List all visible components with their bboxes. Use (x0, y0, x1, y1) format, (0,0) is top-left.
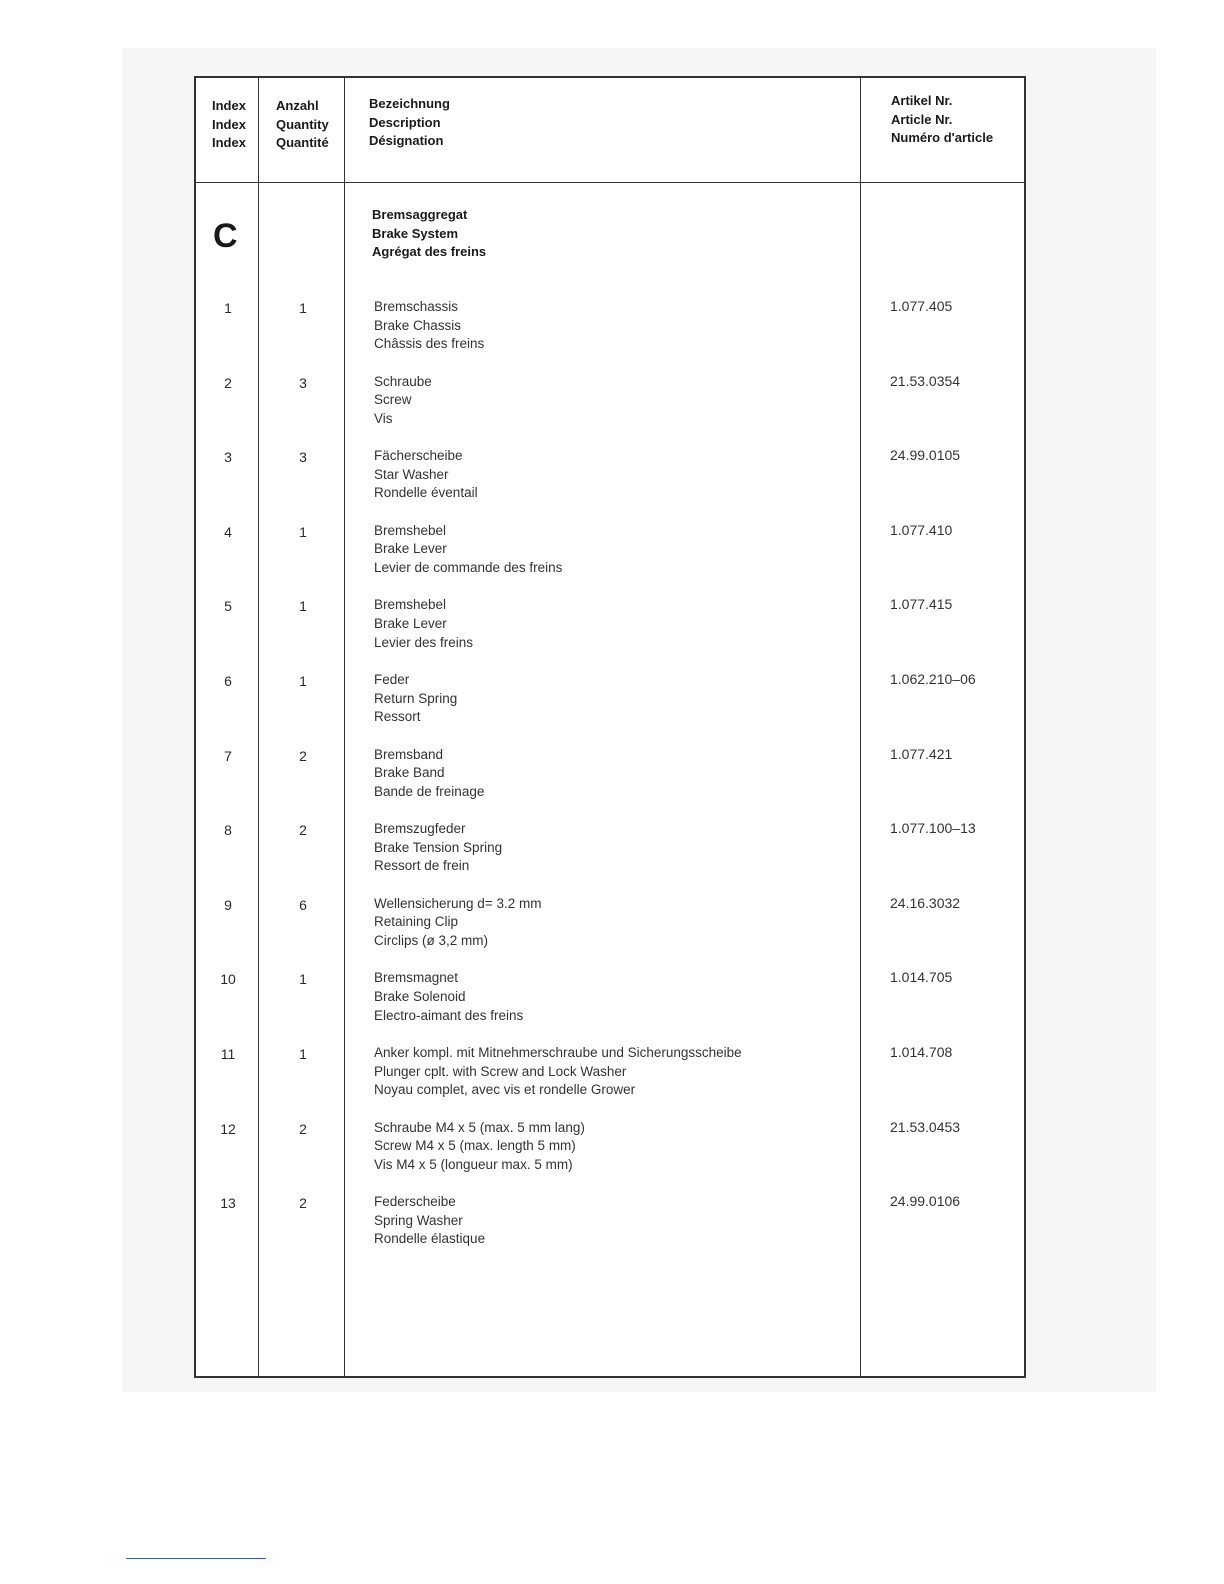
row-description-fr: Ressort (374, 709, 421, 725)
footer-rule (126, 1558, 266, 1559)
row-description-de: Anker kompl. mit Mitnehmerschraube und Sicherungsscheibe (374, 1045, 742, 1060)
section-letter: C (213, 217, 238, 255)
row-index: 2 (224, 374, 232, 391)
row-article-number: 1.077.421 (890, 745, 953, 762)
row-quantity: 6 (299, 896, 307, 913)
row-article-number: 1.077.410 (890, 521, 953, 538)
row-article-number: 1.062.210–06 (890, 671, 976, 687)
row-description-fr: Vis (374, 410, 393, 426)
header-divider (196, 182, 1024, 183)
row-description-de: Schraube (374, 373, 432, 389)
row-article-number: 24.99.0105 (890, 447, 961, 464)
header-quantity (276, 97, 329, 153)
header-description-de: Bezeichnung (369, 96, 450, 111)
row-description-fr: Electro-aimant des freins (374, 1007, 524, 1023)
row-quantity: 2 (299, 1195, 307, 1212)
row-quantity: 2 (299, 822, 307, 839)
row-description-de: Bremsmagnet (374, 970, 459, 986)
row-quantity: 2 (299, 1120, 307, 1137)
row-description-fr: Levier de commande des freins (374, 559, 563, 575)
row-index: 13 (220, 1195, 236, 1212)
table-row (196, 671, 1024, 743)
row-description (374, 1044, 854, 1100)
row-quantity: 1 (299, 971, 307, 988)
row-index: 12 (220, 1120, 236, 1137)
section-title-fr: Agrégat des freins (372, 244, 487, 259)
row-index: 11 (220, 1046, 236, 1062)
table-row (196, 969, 1024, 1041)
header-description-fr: Désignation (369, 133, 444, 148)
row-description (374, 596, 854, 652)
row-description-de: Bremschassis (374, 299, 459, 314)
header-index-fr: Index (212, 135, 246, 150)
row-article-number: 1.077.100–13 (890, 820, 976, 837)
row-description (374, 522, 854, 578)
parts-list-table (194, 76, 1026, 1378)
row-quantity: 1 (299, 673, 307, 689)
row-description-fr: Vis M4 x 5 (longueur max. 5 mm) (374, 1156, 573, 1172)
row-description-fr: Rondelle éventail (374, 485, 478, 501)
header-index-en: Index (212, 116, 246, 132)
row-description-de: Fächerscheibe (374, 448, 463, 464)
header-article (891, 92, 993, 148)
table-row (196, 1044, 1024, 1116)
header-quantity-en: Quantity (276, 116, 329, 132)
row-index: 1 (224, 300, 232, 316)
row-description-fr: Châssis des freins (374, 336, 485, 352)
row-description (374, 895, 854, 951)
row-quantity: 1 (299, 300, 307, 316)
row-index: 9 (224, 896, 232, 913)
table-row (196, 1193, 1024, 1265)
header-quantity-fr: Quantité (276, 135, 329, 150)
row-description-fr: Levier des freins (374, 634, 474, 650)
row-description-de: Federscheibe (374, 1194, 456, 1210)
row-description (374, 298, 854, 354)
row-index: 8 (224, 822, 232, 839)
row-article-number: 1.014.705 (890, 969, 953, 986)
table-row (196, 447, 1024, 519)
row-description-fr: Ressort de frein (374, 858, 470, 874)
row-description (374, 1193, 854, 1249)
row-description (374, 373, 854, 429)
row-description-en: Spring Washer (374, 1212, 463, 1228)
row-description-en: Retaining Clip (374, 914, 459, 930)
row-description-en: Brake Band (374, 765, 445, 781)
section-title-en: Brake System (372, 225, 458, 241)
table-row (196, 746, 1024, 818)
row-description (374, 969, 854, 1025)
row-quantity: 1 (299, 598, 307, 615)
row-description-de: Feder (374, 672, 410, 687)
row-description-fr: Circlips (ø 3,2 mm) (374, 932, 488, 948)
row-description (374, 820, 854, 876)
row-quantity: 1 (299, 1046, 307, 1062)
row-description (374, 447, 854, 503)
table-row (196, 1119, 1024, 1191)
row-article-number: 24.16.3032 (890, 894, 961, 911)
row-description-de: Bremsband (374, 746, 444, 762)
row-quantity: 1 (299, 523, 307, 540)
row-description-en: Brake Solenoid (374, 988, 466, 1004)
row-index: 3 (224, 449, 232, 466)
table-row (196, 373, 1024, 445)
row-description-en: Brake Chassis (374, 317, 462, 333)
table-row (196, 895, 1024, 967)
header-index-de: Index (212, 98, 246, 113)
header-description (369, 95, 450, 151)
row-index: 5 (224, 598, 232, 615)
row-description-de: Bremszugfeder (374, 821, 466, 837)
row-index: 10 (220, 971, 236, 988)
section-title (372, 206, 486, 262)
row-description-en: Plunger cplt. with Screw and Lock Washer (374, 1063, 627, 1079)
row-description-de: Bremshebel (374, 522, 447, 538)
table-row (196, 522, 1024, 594)
row-description (374, 746, 854, 802)
header-article-fr: Numéro d'article (891, 130, 994, 145)
row-article-number: 1.077.415 (890, 596, 953, 613)
row-description-en: Brake Tension Spring (374, 839, 503, 855)
row-description-en: Screw (374, 392, 412, 408)
row-description-en: Screw M4 x 5 (max. length 5 mm) (374, 1138, 576, 1154)
row-description-en: Brake Lever (374, 615, 447, 631)
header-article-en: Article Nr. (891, 111, 953, 127)
row-description-de: Bremshebel (374, 597, 447, 613)
row-description-fr: Rondelle élastique (374, 1231, 486, 1247)
row-quantity: 3 (299, 374, 307, 391)
table-row (196, 820, 1024, 892)
header-index (212, 97, 246, 153)
row-description-de: Wellensicherung d= 3.2 mm (374, 895, 542, 911)
header-article-de: Artikel Nr. (891, 93, 953, 108)
row-description (374, 671, 854, 727)
row-description-en: Brake Lever (374, 541, 447, 557)
row-article-number: 21.53.0354 (890, 372, 961, 389)
row-quantity: 2 (299, 747, 307, 764)
table-row (196, 298, 1024, 370)
row-article-number: 1.077.405 (890, 298, 953, 314)
row-quantity: 3 (299, 449, 307, 466)
row-article-number: 21.53.0453 (890, 1118, 961, 1135)
row-description-fr: Noyau complet, avec vis et rondelle Grower (374, 1082, 636, 1098)
row-article-number: 1.014.708 (890, 1044, 953, 1060)
section-title-de: Bremsaggregat (372, 207, 468, 222)
row-description-en: Star Washer (374, 466, 449, 482)
row-description-de: Schraube M4 x 5 (max. 5 mm lang) (374, 1119, 585, 1135)
row-index: 6 (224, 673, 232, 689)
row-index: 4 (224, 523, 232, 540)
header-quantity-de: Anzahl (276, 98, 319, 113)
row-article-number: 24.99.0106 (890, 1193, 961, 1210)
row-description (374, 1119, 854, 1175)
table-row (196, 596, 1024, 668)
row-description-en: Return Spring (374, 690, 458, 706)
row-index: 7 (224, 747, 232, 764)
header-description-en: Description (369, 114, 441, 130)
row-description-fr: Bande de freinage (374, 783, 485, 799)
